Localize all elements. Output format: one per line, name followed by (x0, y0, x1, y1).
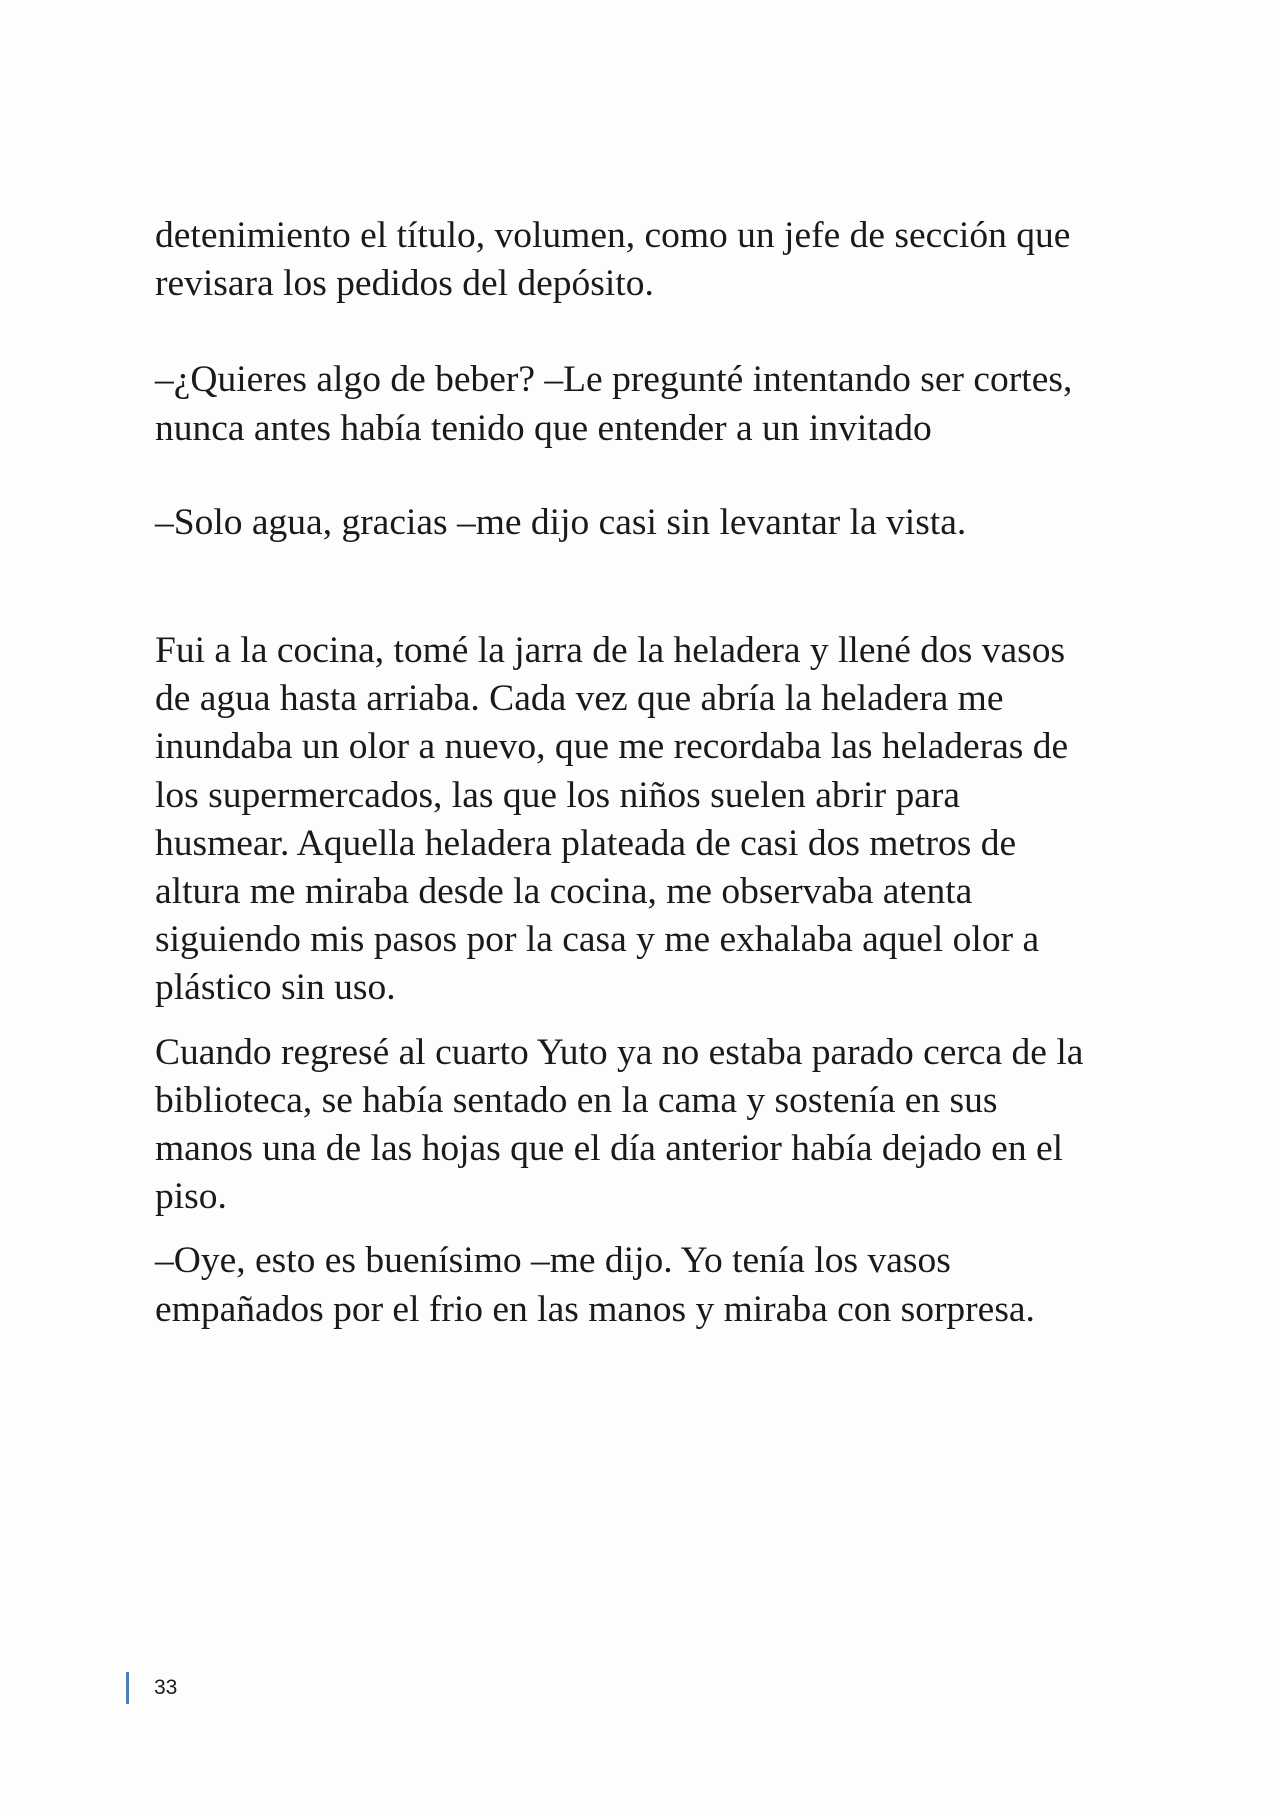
paragraph (155, 499, 1140, 547)
paragraph (155, 627, 1140, 1013)
footer-accent-bar (126, 1672, 129, 1704)
body-text (155, 212, 1140, 1334)
text-line: manos una de las hojas que el día anterior había dejado en el (155, 1128, 1064, 1170)
paragraph (155, 1237, 1140, 1333)
text-line: biblioteca, se había sentado en la cama y sostenía en sus (155, 1079, 998, 1121)
page-footer (126, 1672, 177, 1704)
paragraph (155, 356, 1140, 452)
text-line: de agua hasta arriaba. Cada vez que abría la heladera me (155, 678, 1004, 720)
text-line: siguiendo mis pasos por la casa y me exhalaba aquel olor a (155, 919, 1040, 961)
text-line: –¿Quieres algo de beber? –Le pregunté intentando ser cortes, (155, 359, 1073, 401)
page-number: 33 (154, 1676, 178, 1699)
text-line: husmear. Aquella heladera plateada de casi dos metros de (155, 822, 1017, 864)
text-line: plástico sin uso. (155, 967, 396, 1009)
paragraph (155, 212, 1140, 308)
text-line: altura me miraba desde la cocina, me observaba atenta (155, 871, 973, 913)
text-line: nunca antes había tenido que entender a un invitado (155, 407, 932, 449)
paragraph (155, 1029, 1140, 1222)
text-line: revisara los pedidos del depósito. (155, 263, 654, 305)
text-line: Fui a la cocina, tomé la jarra de la heladera y llené dos vasos (155, 630, 1066, 672)
text-line: empañados por el frio en las manos y miraba con sorpresa. (155, 1288, 1035, 1330)
text-line: inundaba un olor a nuevo, que me recordaba las heladeras de (155, 726, 1069, 768)
text-line: los supermercados, las que los niños suelen abrir para (155, 774, 960, 816)
text-line: Cuando regresé al cuarto Yuto ya no estaba parado cerca de la (155, 1031, 1084, 1073)
text-line: piso. (155, 1176, 227, 1218)
text-line: –Solo agua, gracias –me dijo casi sin levantar la vista. (155, 501, 967, 543)
text-line: –Oye, esto es buenísimo –me dijo. Yo tenía los vasos (155, 1240, 951, 1282)
text-line: detenimiento el título, volumen, como un jefe de sección que (155, 215, 1071, 256)
